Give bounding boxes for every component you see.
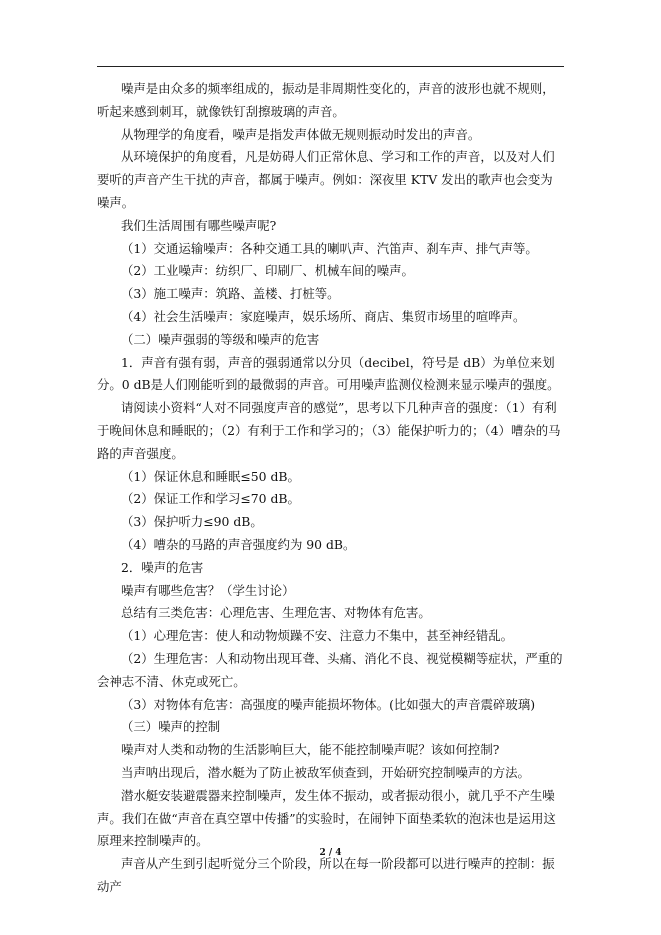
paragraph: 噪声对人类和动物的生活影响巨大，能不能控制噪声呢？该如何控制? — [121, 742, 500, 758]
header-rule — [97, 66, 564, 67]
paragraph: （1）保证休息和睡眠≤50 dB。 — [121, 468, 300, 484]
paragraph: 总结有三类危害：心理危害、生理危害、对物体有危害。 — [121, 605, 431, 621]
paragraph: 从物理学的角度看，噪声是指发声体做无规则振动时发出的声音。 — [121, 126, 481, 142]
paragraph: （2）工业噪声：纺织厂、印刷厂、机械车间的噪声。 — [121, 263, 414, 279]
paragraph: （3）对物体有危害：高强度的噪声能损坏物体。(比如强大的声音震碎玻璃) — [121, 696, 536, 712]
paragraph: （4）社会生活噪声：家庭噪声，娱乐场所、商店、集贸市场里的喧哗声。 — [121, 308, 526, 324]
paragraph: 噪声是由众多的频率组成的，振动是非周期性变化的，声音的波形也就不规则，听起来感到刺耳，就像铁钉刮擦玻璃的声音。 — [97, 81, 555, 119]
document-body — [97, 78, 564, 899]
paragraph: 从环境保护的角度看，凡是妨碍人们正常休息、学习和工作的声音，以及对人们要听的声音产生干扰的声音，都属于噪声。例如：深夜里 KTV 发出的歌声也会变为噪声。 — [97, 149, 555, 210]
paragraph: 1．声音有强有弱，声音的强弱通常以分贝（decibel，符号是 dB）为单位来划分。0 dB是人们刚能听到的最微弱的声音。可用噪声监测仪检测来显示噪声的强度。 — [97, 354, 560, 393]
paragraph: （2）生理危害：人和动物出现耳聋、头痛、消化不良、视觉模糊等症状，严重的会神志不清、休克或死亡。 — [97, 650, 563, 689]
paragraph: 我们生活周围有哪些噪声呢? — [121, 217, 277, 233]
paragraph: （二）噪声强弱的等级和噪声的危害 — [121, 331, 320, 347]
paragraph: 当声呐出现后，潜水艇为了防止被敌军侦查到，开始研究控制噪声的方法。 — [121, 764, 530, 780]
paragraph: （3）保护听力≤90 dB。 — [121, 514, 263, 530]
paragraph: （2）保证工作和学习≤70 dB。 — [121, 491, 300, 507]
paragraph: （1）心理危害：使人和动物烦躁不安、注意力不集中，甚至神经错乱。 — [121, 628, 513, 644]
paragraph: （1）交通运输噪声：各种交通工具的喇叭声、汽笛声、刹车声、排气声等。 — [121, 240, 538, 256]
paragraph: （3）施工噪声：筑路、盖楼、打桩等。 — [121, 286, 340, 302]
paragraph: 噪声有哪些危害？（学生讨论） — [121, 582, 295, 598]
page-number: 2 / 4 — [319, 848, 342, 858]
paragraph: （4）嘈杂的马路的声音强度约为 90 dB。 — [121, 536, 356, 552]
paragraph: 2．噪声的危害 — [121, 559, 204, 575]
paragraph: 请阅读小资料“人对不同强度声音的感觉”，思考以下几种声音的强度：（1）有利于晚间休息和睡眠的；（2）有利于工作和学习的；（3）能保护听力的；（4）嘈杂的马路的声音强度。 — [97, 400, 561, 461]
paragraph: 声音从产生到引起听觉分三个阶段，所以在每一阶段都可以进行噪声的控制：振动产 — [97, 856, 555, 894]
paragraph: （三）噪声的控制 — [121, 719, 221, 735]
paragraph: 潜水艇安装避震器来控制噪声，发生体不振动，或者振动很小，就几乎不产生噪声。我们在做“声音在真空罩中传播”的实验时，在闹钟下面垫柔软的泡沫也是运用这原理来控制噪声的。 — [97, 787, 556, 849]
